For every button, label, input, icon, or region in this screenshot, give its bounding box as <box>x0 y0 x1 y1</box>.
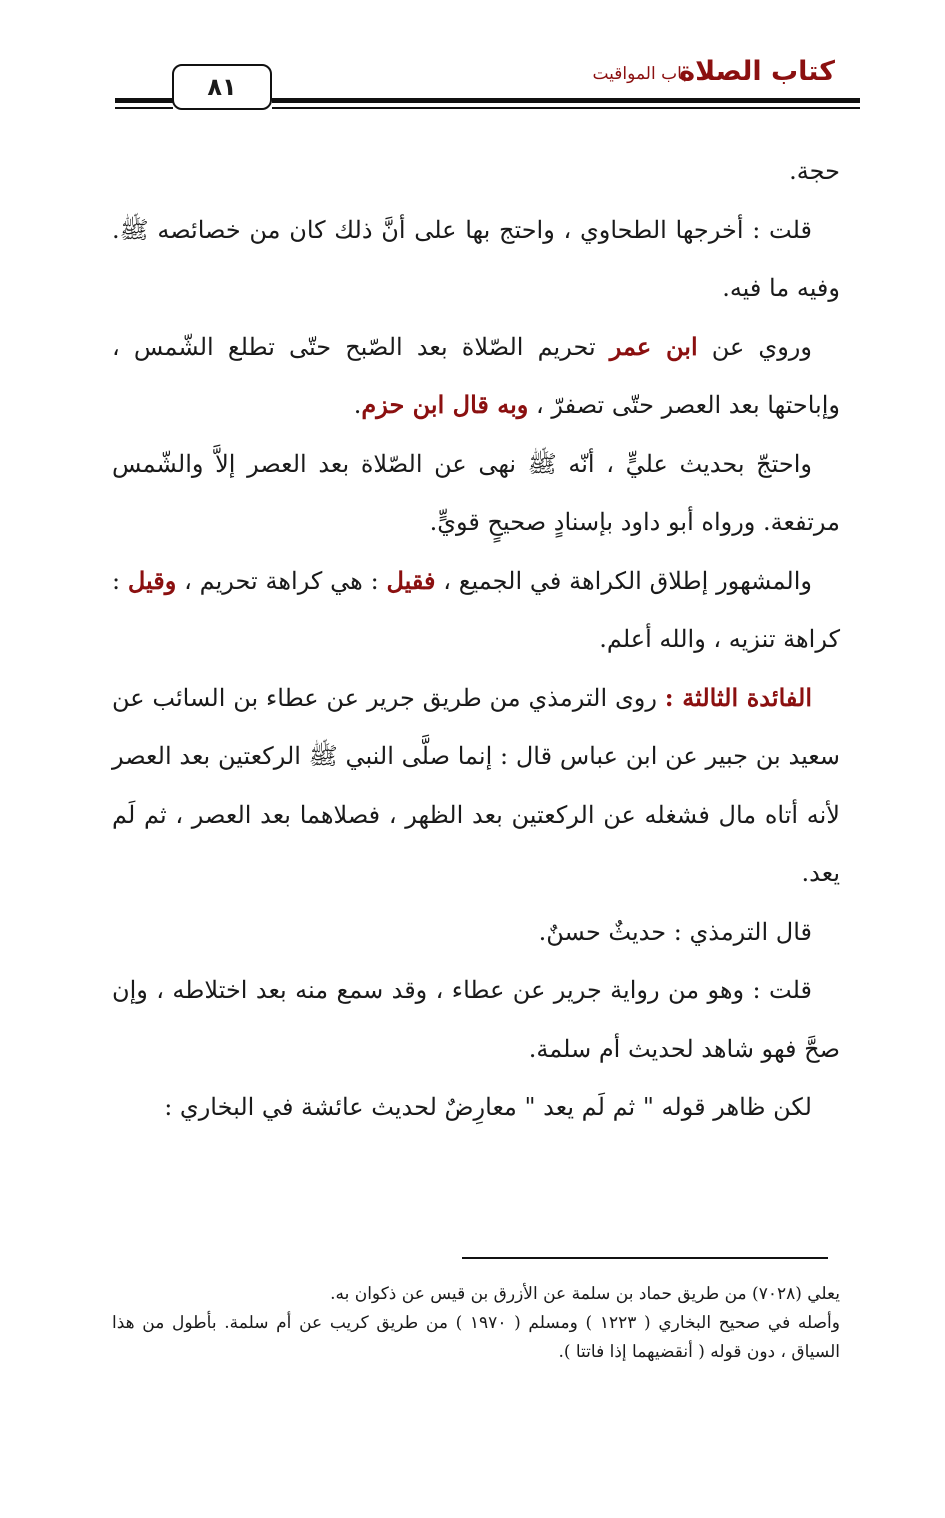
highlight-faqil: فقيل <box>386 565 436 595</box>
paragraph-9: لكن ظاهر قوله " ثم لَم يعد " معارِضٌ لحديث عائشة في البخاري : <box>164 1093 812 1121</box>
header-rule-right <box>272 98 860 103</box>
paragraph-3-text-c: . <box>353 391 362 419</box>
paragraph-6-text: روى الترمذي من طريق جرير عن عطاء بن السائب عن سعيد بن جبير عن ابن عباس قال : إنما صلَّى النبي ﷺ الركعتين بعد العصر لأنه أتاه مال فشغله عن الركعتين بعد الظهر ، فصلاهما بعد العصر ، ثم لَم يعد. <box>112 683 840 887</box>
paragraph-5-text-b: : هي كراهة تحريم ، <box>176 566 387 595</box>
page-header <box>0 0 945 140</box>
paragraph-3-text-a: وروي عن <box>697 332 812 361</box>
paragraph-3 <box>112 318 840 435</box>
paragraph-8: قلت : وهو من رواية جرير عن عطاء ، وقد سمع منه بعد اختلاطه ، وإن صحَّ فهو شاهد لحديث أم سلمة. <box>112 976 840 1063</box>
book-title: كتاب الصلاة <box>679 56 835 87</box>
chapter-title: باب المواقيت <box>592 64 687 84</box>
highlight-ibn-hazm: وبه قال ابن حزم <box>361 390 529 419</box>
page-number: ٨١ <box>172 64 272 110</box>
footnote-line-1: يعلي (٧٠٢٨) من طريق حماد بن سلمة عن الأزرق بن قيس عن ذكوان به. <box>330 1284 840 1304</box>
section-heading-third-benefit: الفائدة الثالثة : <box>664 682 813 712</box>
header-rule-thin-left <box>115 107 173 109</box>
paragraph-5 <box>112 552 840 669</box>
paragraph-4: واحتجّ بحديث عليٍّ ، أنّه ﷺ نهى عن الصّلاة بعد العصر إلاَّ والشّمس مرتفعة. ورواه أبو داود بإسنادٍ صحيحٍ قويٍّ. <box>112 449 840 536</box>
highlight-ibn-umar: ابن عمر <box>609 331 698 361</box>
paragraph-6 <box>112 669 840 903</box>
highlight-waqil: وقيل <box>127 565 177 595</box>
header-rule-left <box>115 98 173 103</box>
paragraph-3-text-b: تحريم الصّلاة بعد الصّبح حتّى تطلع الشّمس ، وإباحتها بعد العصر حتّى تصفرّ ، <box>112 332 840 419</box>
paragraph-5-text-a: والمشهور إطلاق الكراهة في الجميع ، <box>435 566 812 595</box>
footnotes <box>112 1280 840 1367</box>
paragraph-7: قال الترمذي : حديثٌ حسنٌ. <box>538 917 812 946</box>
footnote-line-2: وأصله في صحيح البخاري ( ١٢٢٣ ) ومسلم ( ١٩٧٠ ) من طريق كريب عن أم سلمة. بأطول من هذا السياق ، دون قوله ( أنقضيهما إذا فاتتا ). <box>112 1313 840 1362</box>
header-rule-thin-right <box>272 107 860 109</box>
footnote-divider <box>462 1257 828 1259</box>
main-text <box>112 142 840 1137</box>
paragraph-1: حجة. <box>789 157 840 185</box>
paragraph-2: قلت : أخرجها الطحاوي ، واحتج بها على أنَّ ذلك كان من خصائصه ﷺ. وفيه ما فيه. <box>112 215 840 302</box>
paragraph-5-text-c: : كراهة تنزيه ، والله أعلم. <box>112 566 840 653</box>
